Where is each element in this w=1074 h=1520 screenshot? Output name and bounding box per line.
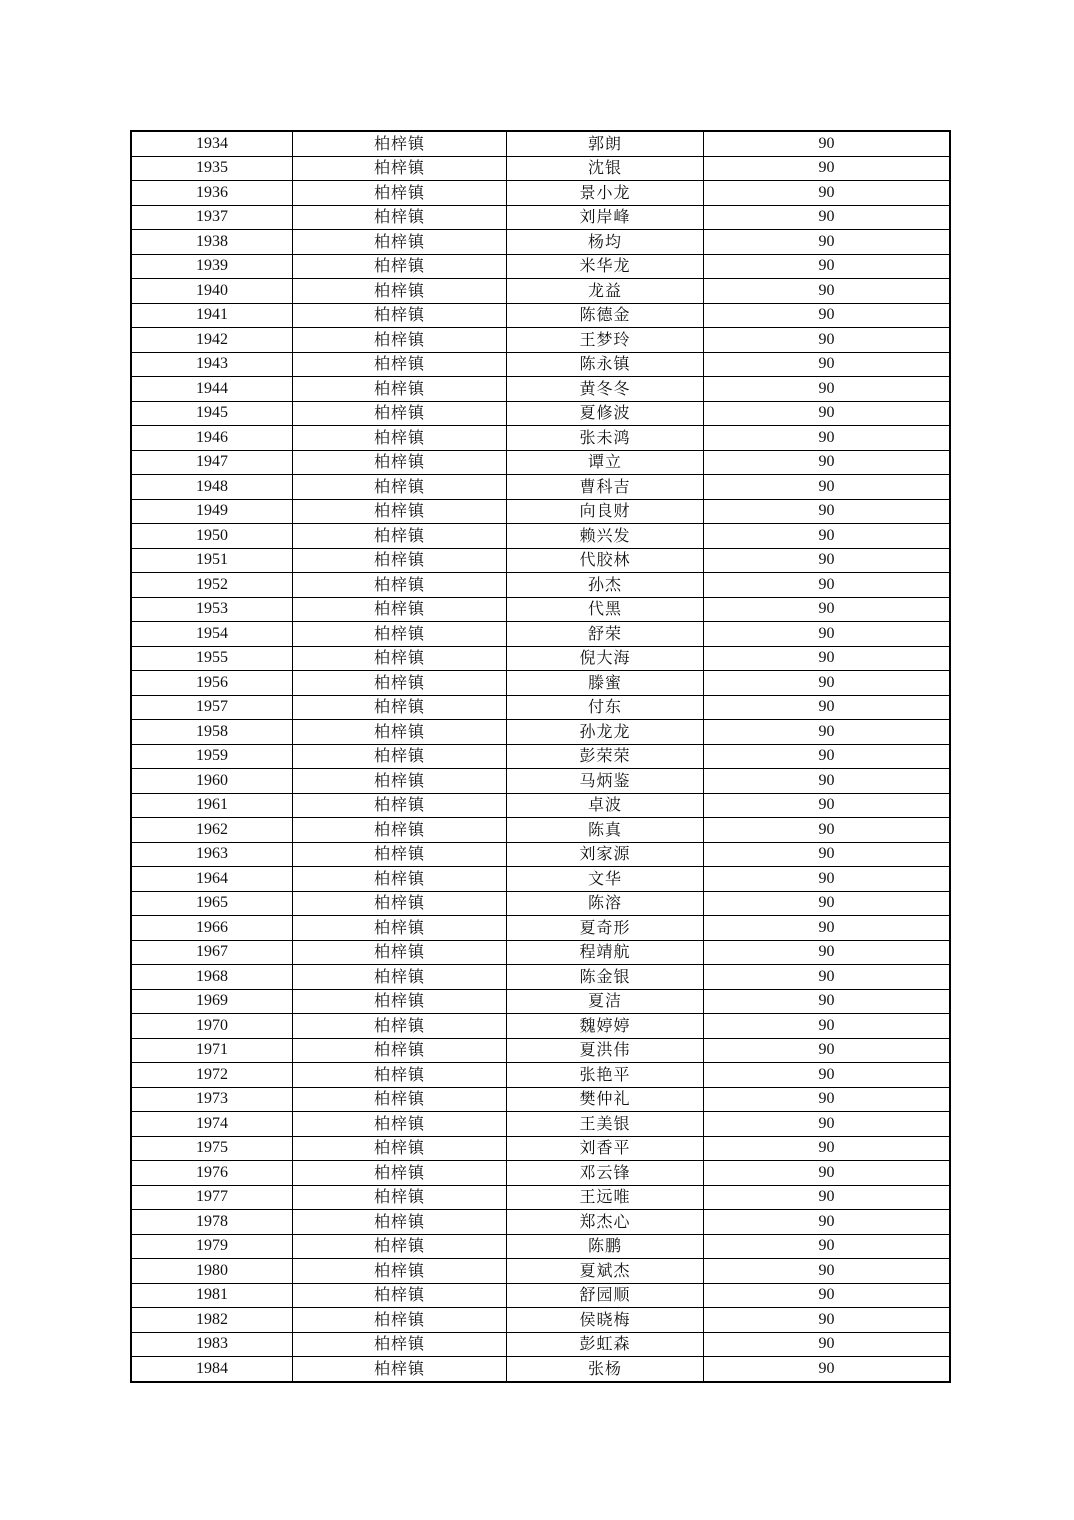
cell-number: 1938 <box>131 230 293 255</box>
roster-table-body <box>131 131 950 1382</box>
cell-number: 1939 <box>131 254 293 279</box>
cell-score: 90 <box>704 499 951 524</box>
cell-number: 1962 <box>131 818 293 843</box>
cell-name: 文华 <box>507 867 704 892</box>
cell-name: 黄冬冬 <box>507 377 704 402</box>
cell-town: 柏梓镇 <box>293 1161 507 1186</box>
cell-name: 郑杰心 <box>507 1210 704 1235</box>
cell-town: 柏梓镇 <box>293 818 507 843</box>
cell-town: 柏梓镇 <box>293 524 507 549</box>
cell-name: 王远唯 <box>507 1185 704 1210</box>
cell-number: 1977 <box>131 1185 293 1210</box>
cell-number: 1951 <box>131 548 293 573</box>
cell-score: 90 <box>704 230 951 255</box>
cell-town: 柏梓镇 <box>293 328 507 353</box>
cell-score: 90 <box>704 1063 951 1088</box>
table-row <box>131 156 950 181</box>
cell-score: 90 <box>704 1234 951 1259</box>
cell-town: 柏梓镇 <box>293 695 507 720</box>
cell-name: 樊仲礼 <box>507 1087 704 1112</box>
cell-score: 90 <box>704 156 951 181</box>
cell-name: 陈永镇 <box>507 352 704 377</box>
cell-name: 张未鸿 <box>507 426 704 451</box>
cell-name: 夏洪伟 <box>507 1038 704 1063</box>
table-row <box>131 867 950 892</box>
cell-town: 柏梓镇 <box>293 916 507 941</box>
cell-number: 1955 <box>131 646 293 671</box>
cell-town: 柏梓镇 <box>293 793 507 818</box>
cell-number: 1946 <box>131 426 293 451</box>
table-row <box>131 328 950 353</box>
cell-name: 马炳鉴 <box>507 769 704 794</box>
table-row <box>131 450 950 475</box>
cell-name: 陈金银 <box>507 965 704 990</box>
cell-name: 夏修波 <box>507 401 704 426</box>
cell-name: 王梦玲 <box>507 328 704 353</box>
cell-number: 1954 <box>131 622 293 647</box>
cell-score: 90 <box>704 377 951 402</box>
cell-number: 1969 <box>131 989 293 1014</box>
cell-name: 代胶林 <box>507 548 704 573</box>
cell-number: 1958 <box>131 720 293 745</box>
cell-score: 90 <box>704 279 951 304</box>
table-row <box>131 842 950 867</box>
cell-number: 1984 <box>131 1357 293 1382</box>
table-row <box>131 1014 950 1039</box>
cell-town: 柏梓镇 <box>293 401 507 426</box>
table-row <box>131 622 950 647</box>
cell-score: 90 <box>704 1161 951 1186</box>
cell-score: 90 <box>704 940 951 965</box>
cell-number: 1947 <box>131 450 293 475</box>
cell-score: 90 <box>704 891 951 916</box>
table-row <box>131 279 950 304</box>
cell-number: 1971 <box>131 1038 293 1063</box>
table-row <box>131 597 950 622</box>
cell-name: 滕蜜 <box>507 671 704 696</box>
cell-score: 90 <box>704 328 951 353</box>
cell-town: 柏梓镇 <box>293 597 507 622</box>
cell-number: 1952 <box>131 573 293 598</box>
cell-name: 侯晓梅 <box>507 1308 704 1333</box>
cell-number: 1973 <box>131 1087 293 1112</box>
cell-score: 90 <box>704 1087 951 1112</box>
cell-name: 王美银 <box>507 1112 704 1137</box>
cell-name: 夏奇形 <box>507 916 704 941</box>
table-row <box>131 1283 950 1308</box>
cell-score: 90 <box>704 254 951 279</box>
cell-town: 柏梓镇 <box>293 377 507 402</box>
cell-score: 90 <box>704 131 951 156</box>
cell-score: 90 <box>704 867 951 892</box>
cell-name: 沈银 <box>507 156 704 181</box>
cell-town: 柏梓镇 <box>293 769 507 794</box>
cell-score: 90 <box>704 303 951 328</box>
cell-score: 90 <box>704 1038 951 1063</box>
cell-score: 90 <box>704 1136 951 1161</box>
cell-number: 1965 <box>131 891 293 916</box>
table-row <box>131 769 950 794</box>
cell-number: 1934 <box>131 131 293 156</box>
table-row <box>131 401 950 426</box>
cell-number: 1948 <box>131 475 293 500</box>
cell-name: 孙杰 <box>507 573 704 598</box>
cell-number: 1943 <box>131 352 293 377</box>
cell-town: 柏梓镇 <box>293 1357 507 1382</box>
cell-score: 90 <box>704 205 951 230</box>
table-row <box>131 205 950 230</box>
table-row <box>131 916 950 941</box>
table-row <box>131 1234 950 1259</box>
cell-name: 陈鹏 <box>507 1234 704 1259</box>
cell-town: 柏梓镇 <box>293 548 507 573</box>
cell-town: 柏梓镇 <box>293 622 507 647</box>
table-row <box>131 1210 950 1235</box>
table-row <box>131 573 950 598</box>
cell-town: 柏梓镇 <box>293 156 507 181</box>
table-row <box>131 989 950 1014</box>
cell-number: 1975 <box>131 1136 293 1161</box>
cell-number: 1963 <box>131 842 293 867</box>
table-row <box>131 940 950 965</box>
cell-score: 90 <box>704 1112 951 1137</box>
cell-name: 郭朗 <box>507 131 704 156</box>
cell-town: 柏梓镇 <box>293 1332 507 1357</box>
cell-score: 90 <box>704 426 951 451</box>
cell-score: 90 <box>704 524 951 549</box>
cell-score: 90 <box>704 622 951 647</box>
cell-score: 90 <box>704 695 951 720</box>
table-row <box>131 646 950 671</box>
cell-town: 柏梓镇 <box>293 842 507 867</box>
cell-name: 赖兴发 <box>507 524 704 549</box>
cell-name: 倪大海 <box>507 646 704 671</box>
cell-score: 90 <box>704 671 951 696</box>
cell-name: 付东 <box>507 695 704 720</box>
cell-town: 柏梓镇 <box>293 230 507 255</box>
cell-score: 90 <box>704 1332 951 1357</box>
cell-town: 柏梓镇 <box>293 1038 507 1063</box>
table-row <box>131 1087 950 1112</box>
cell-town: 柏梓镇 <box>293 965 507 990</box>
cell-number: 1936 <box>131 181 293 206</box>
cell-name: 彭虹森 <box>507 1332 704 1357</box>
cell-town: 柏梓镇 <box>293 279 507 304</box>
cell-score: 90 <box>704 352 951 377</box>
table-row <box>131 181 950 206</box>
cell-town: 柏梓镇 <box>293 867 507 892</box>
cell-score: 90 <box>704 401 951 426</box>
table-row <box>131 891 950 916</box>
cell-name: 邓云锋 <box>507 1161 704 1186</box>
cell-name: 夏斌杰 <box>507 1259 704 1284</box>
table-row <box>131 1136 950 1161</box>
cell-score: 90 <box>704 1283 951 1308</box>
cell-number: 1935 <box>131 156 293 181</box>
cell-number: 1967 <box>131 940 293 965</box>
cell-town: 柏梓镇 <box>293 303 507 328</box>
cell-number: 1957 <box>131 695 293 720</box>
cell-number: 1964 <box>131 867 293 892</box>
cell-number: 1970 <box>131 1014 293 1039</box>
cell-score: 90 <box>704 1210 951 1235</box>
cell-name: 舒荣 <box>507 622 704 647</box>
cell-number: 1976 <box>131 1161 293 1186</box>
cell-number: 1961 <box>131 793 293 818</box>
cell-name: 张艳平 <box>507 1063 704 1088</box>
table-row <box>131 1357 950 1382</box>
cell-town: 柏梓镇 <box>293 1063 507 1088</box>
cell-name: 夏洁 <box>507 989 704 1014</box>
table-row <box>131 1063 950 1088</box>
cell-name: 孙龙龙 <box>507 720 704 745</box>
cell-name: 刘家源 <box>507 842 704 867</box>
cell-town: 柏梓镇 <box>293 1014 507 1039</box>
cell-number: 1944 <box>131 377 293 402</box>
cell-name: 舒园顺 <box>507 1283 704 1308</box>
cell-score: 90 <box>704 818 951 843</box>
cell-score: 90 <box>704 793 951 818</box>
cell-score: 90 <box>704 646 951 671</box>
cell-name: 张杨 <box>507 1357 704 1382</box>
cell-number: 1983 <box>131 1332 293 1357</box>
cell-town: 柏梓镇 <box>293 1283 507 1308</box>
cell-number: 1972 <box>131 1063 293 1088</box>
cell-number: 1979 <box>131 1234 293 1259</box>
cell-score: 90 <box>704 597 951 622</box>
cell-town: 柏梓镇 <box>293 744 507 769</box>
table-row <box>131 1259 950 1284</box>
cell-town: 柏梓镇 <box>293 1234 507 1259</box>
cell-score: 90 <box>704 181 951 206</box>
cell-score: 90 <box>704 1185 951 1210</box>
cell-town: 柏梓镇 <box>293 1185 507 1210</box>
cell-number: 1950 <box>131 524 293 549</box>
table-row <box>131 131 950 156</box>
cell-town: 柏梓镇 <box>293 720 507 745</box>
cell-town: 柏梓镇 <box>293 1087 507 1112</box>
cell-score: 90 <box>704 916 951 941</box>
cell-score: 90 <box>704 769 951 794</box>
table-row <box>131 254 950 279</box>
cell-name: 景小龙 <box>507 181 704 206</box>
table-row <box>131 793 950 818</box>
table-row <box>131 524 950 549</box>
cell-name: 龙益 <box>507 279 704 304</box>
cell-town: 柏梓镇 <box>293 426 507 451</box>
table-row <box>131 671 950 696</box>
cell-name: 向良财 <box>507 499 704 524</box>
cell-name: 陈溶 <box>507 891 704 916</box>
cell-name: 刘岸峰 <box>507 205 704 230</box>
cell-number: 1960 <box>131 769 293 794</box>
cell-number: 1949 <box>131 499 293 524</box>
table-row <box>131 1112 950 1137</box>
cell-number: 1974 <box>131 1112 293 1137</box>
cell-score: 90 <box>704 965 951 990</box>
cell-score: 90 <box>704 573 951 598</box>
cell-name: 卓波 <box>507 793 704 818</box>
cell-score: 90 <box>704 989 951 1014</box>
table-row <box>131 303 950 328</box>
cell-town: 柏梓镇 <box>293 646 507 671</box>
table-row <box>131 818 950 843</box>
cell-name: 陈德金 <box>507 303 704 328</box>
cell-number: 1953 <box>131 597 293 622</box>
table-row <box>131 499 950 524</box>
roster-table <box>130 130 951 1383</box>
cell-score: 90 <box>704 1357 951 1382</box>
cell-town: 柏梓镇 <box>293 1112 507 1137</box>
cell-town: 柏梓镇 <box>293 1308 507 1333</box>
cell-town: 柏梓镇 <box>293 989 507 1014</box>
cell-name: 代黑 <box>507 597 704 622</box>
cell-number: 1937 <box>131 205 293 230</box>
table-row <box>131 695 950 720</box>
cell-number: 1945 <box>131 401 293 426</box>
cell-number: 1968 <box>131 965 293 990</box>
cell-score: 90 <box>704 450 951 475</box>
cell-town: 柏梓镇 <box>293 475 507 500</box>
cell-score: 90 <box>704 744 951 769</box>
table-row <box>131 352 950 377</box>
cell-number: 1942 <box>131 328 293 353</box>
table-row <box>131 1038 950 1063</box>
cell-town: 柏梓镇 <box>293 1136 507 1161</box>
cell-town: 柏梓镇 <box>293 671 507 696</box>
cell-town: 柏梓镇 <box>293 352 507 377</box>
cell-score: 90 <box>704 475 951 500</box>
table-row <box>131 1161 950 1186</box>
cell-name: 程靖航 <box>507 940 704 965</box>
table-row <box>131 1308 950 1333</box>
cell-score: 90 <box>704 1259 951 1284</box>
cell-name: 杨均 <box>507 230 704 255</box>
cell-number: 1966 <box>131 916 293 941</box>
cell-name: 魏婷婷 <box>507 1014 704 1039</box>
cell-town: 柏梓镇 <box>293 499 507 524</box>
cell-number: 1956 <box>131 671 293 696</box>
cell-score: 90 <box>704 720 951 745</box>
table-row <box>131 475 950 500</box>
cell-town: 柏梓镇 <box>293 131 507 156</box>
cell-number: 1959 <box>131 744 293 769</box>
cell-town: 柏梓镇 <box>293 205 507 230</box>
cell-number: 1978 <box>131 1210 293 1235</box>
table-row <box>131 230 950 255</box>
cell-name: 曹科吉 <box>507 475 704 500</box>
cell-score: 90 <box>704 1308 951 1333</box>
cell-town: 柏梓镇 <box>293 891 507 916</box>
cell-town: 柏梓镇 <box>293 1210 507 1235</box>
table-row <box>131 720 950 745</box>
cell-name: 陈真 <box>507 818 704 843</box>
cell-name: 彭荣荣 <box>507 744 704 769</box>
cell-town: 柏梓镇 <box>293 450 507 475</box>
cell-score: 90 <box>704 1014 951 1039</box>
table-row <box>131 1185 950 1210</box>
cell-name: 谭立 <box>507 450 704 475</box>
cell-number: 1940 <box>131 279 293 304</box>
cell-town: 柏梓镇 <box>293 181 507 206</box>
table-row <box>131 426 950 451</box>
cell-town: 柏梓镇 <box>293 573 507 598</box>
table-row <box>131 1332 950 1357</box>
cell-name: 米华龙 <box>507 254 704 279</box>
table-row <box>131 744 950 769</box>
cell-number: 1941 <box>131 303 293 328</box>
cell-name: 刘香平 <box>507 1136 704 1161</box>
cell-score: 90 <box>704 548 951 573</box>
table-row <box>131 377 950 402</box>
cell-town: 柏梓镇 <box>293 254 507 279</box>
cell-number: 1981 <box>131 1283 293 1308</box>
cell-town: 柏梓镇 <box>293 940 507 965</box>
cell-number: 1980 <box>131 1259 293 1284</box>
cell-number: 1982 <box>131 1308 293 1333</box>
cell-town: 柏梓镇 <box>293 1259 507 1284</box>
table-row <box>131 965 950 990</box>
cell-score: 90 <box>704 842 951 867</box>
table-row <box>131 548 950 573</box>
